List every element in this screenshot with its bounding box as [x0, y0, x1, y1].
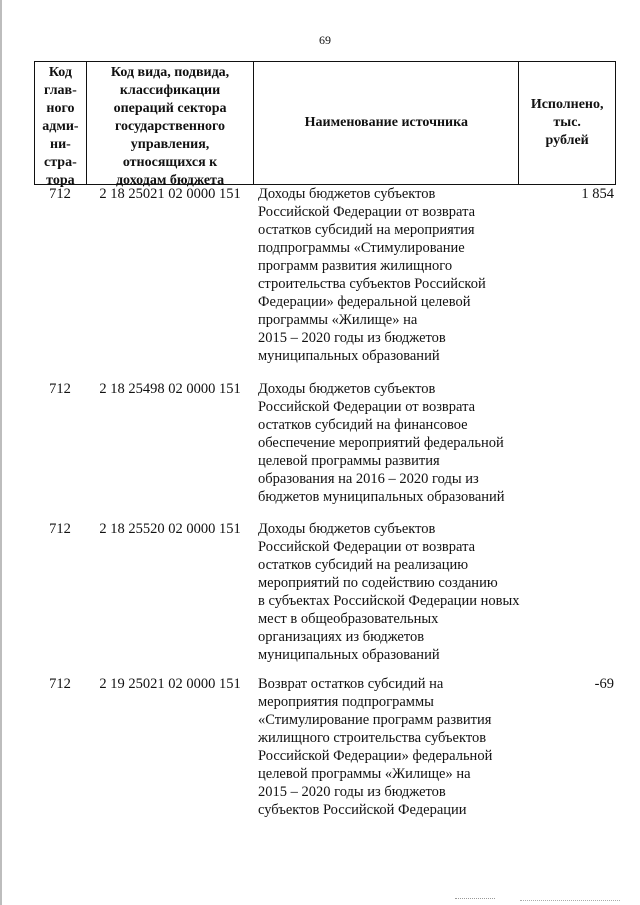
source-name-line: организациях из бюджетов	[258, 629, 425, 645]
source-name-line: программ развития жилищного	[258, 258, 453, 274]
scan-artifact	[455, 898, 495, 900]
source-name-line: Возврат остатков субсидий на	[258, 676, 444, 692]
source-name-cell	[254, 380, 520, 506]
source-name-line: остатков субсидий на мероприятия	[258, 222, 475, 238]
scan-artifact	[520, 900, 620, 902]
source-name-line: остатков субсидий на финансовое	[258, 417, 468, 433]
source-name-line: жилищного строительства субъектов	[258, 730, 487, 746]
source-name-line: 2015 – 2020 годы из бюджетов	[258, 330, 446, 346]
source-name-line: Российской Федерации» федеральной	[258, 748, 493, 764]
source-name-line: в субъектах Российской Федерации новых	[258, 593, 520, 609]
executed-amount-cell	[520, 380, 616, 506]
source-name-line: Российской Федерации от возврата	[258, 399, 476, 415]
source-name-cell	[254, 520, 520, 664]
admin-code-cell: 712	[49, 186, 71, 202]
executed-amount-cell: 1 854	[581, 186, 614, 202]
source-name-line: целевой программы «Жилище» на	[258, 766, 471, 782]
source-name-cell	[254, 675, 520, 819]
header-executed-amount: Исполнено, тыс. рублей	[530, 97, 604, 148]
source-name-line: Российской Федерации от возврата	[258, 539, 476, 555]
source-name-line: мероприятий по содействию созданию	[258, 575, 498, 591]
header-source-name: Наименование источника	[254, 62, 519, 184]
source-name-line: Федерации» федеральной целевой	[258, 294, 471, 310]
source-name-line: образования на 2016 – 2020 годы из	[258, 471, 479, 487]
source-name-line: Доходы бюджетов субъектов	[258, 521, 436, 537]
source-name-line: Доходы бюджетов субъектов	[258, 381, 436, 397]
classification-code-cell: 2 18 25498 02 0000 151	[99, 381, 241, 397]
source-name-line: строительства субъектов Российской	[258, 276, 486, 292]
admin-code-cell: 712	[49, 521, 71, 537]
sources-table	[34, 61, 616, 818]
classification-code-cell: 2 18 25520 02 0000 151	[99, 521, 241, 537]
executed-amount-cell	[520, 520, 616, 664]
source-name-line: целевой программы развития	[258, 453, 440, 469]
header-admin-code: Код глав- ного адми- ни- стра- тора	[35, 62, 87, 184]
table-header	[34, 61, 616, 188]
source-name-line: 2015 – 2020 годы из бюджетов	[258, 784, 446, 800]
source-name-line: Российской Федерации от возврата	[258, 204, 476, 220]
source-name-line: мероприятия подпрограммы	[258, 694, 434, 710]
source-name-line: муниципальных образований	[258, 348, 440, 364]
source-name-line: Доходы бюджетов субъектов	[258, 186, 436, 202]
source-name-line: муниципальных образований	[258, 647, 440, 663]
source-name-cell	[254, 185, 520, 365]
admin-code-cell: 712	[49, 676, 71, 692]
table-row	[34, 185, 616, 365]
source-name-line: субъектов Российской Федерации	[258, 802, 467, 818]
source-name-line: остатков субсидий на реализацию	[258, 557, 469, 573]
table-row	[34, 675, 616, 819]
source-name-line: программы «Жилище» на	[258, 312, 418, 328]
source-name-line: подпрограммы «Стимулирование	[258, 240, 465, 256]
classification-code-cell: 2 18 25021 02 0000 151	[99, 186, 241, 202]
table-row	[34, 380, 616, 506]
classification-code-cell: 2 19 25021 02 0000 151	[99, 676, 241, 692]
page-number: 69	[319, 33, 331, 47]
page-left-edge	[0, 0, 2, 905]
source-name-line: обеспечение мероприятий федеральной	[258, 435, 504, 451]
source-name-line: мест в общеобразовательных	[258, 611, 439, 627]
table-row	[34, 520, 616, 664]
source-name-line: «Стимулирование программ развития	[258, 712, 492, 728]
executed-amount-cell: -69	[594, 676, 614, 692]
admin-code-cell: 712	[49, 381, 71, 397]
source-name-line: бюджетов муниципальных образований	[258, 489, 505, 505]
header-classification-code: Код вида, подвида, классификации операций сектора государственного управления, относящихся к доходам бюджета	[87, 62, 254, 184]
